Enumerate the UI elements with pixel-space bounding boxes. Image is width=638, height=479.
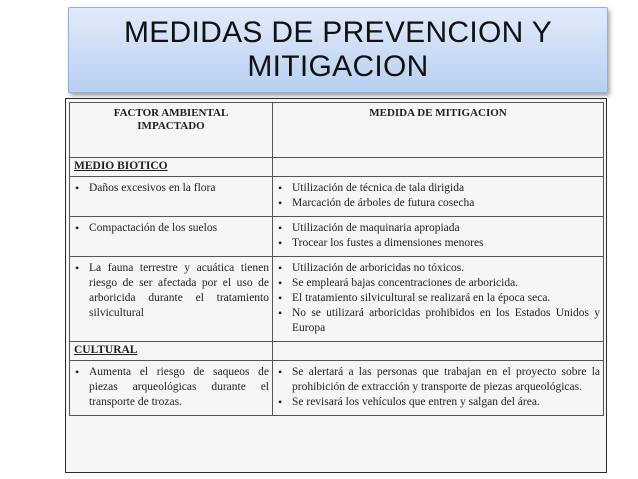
table-row bbox=[70, 217, 604, 257]
factor-cell bbox=[70, 177, 273, 217]
section-row bbox=[70, 158, 604, 177]
list-item: • Se alertará a las personas que trabajan en el proyecto sobre la prohibición de extracción y transporte de piezas arqueológicas. bbox=[292, 365, 600, 395]
list-item: • Utilización de arboricidas no tóxicos. bbox=[292, 261, 600, 276]
table-row bbox=[70, 177, 604, 217]
mitigation-table-image bbox=[65, 98, 607, 473]
section-label: CULTURAL bbox=[70, 342, 273, 361]
list-item: • Compactación de los suelos bbox=[89, 221, 269, 236]
table-row bbox=[70, 257, 604, 342]
measure-cell bbox=[273, 217, 604, 257]
mitigation-table bbox=[69, 102, 604, 416]
list-item: • Utilización de maquinaria apropiada bbox=[292, 221, 600, 236]
header-factor: FACTOR AMBIENTAL IMPACTADO bbox=[70, 103, 273, 158]
list-item: • Trocear los fustes a dimensiones menores bbox=[292, 236, 600, 251]
section-label: MEDIO BIOTICO bbox=[70, 158, 273, 177]
list-item: • Se empleará bajas concentraciones de arboricida. bbox=[292, 276, 600, 291]
list-item: • Aumenta el riesgo de saqueos de piezas arqueológicas durante el transporte de trozas. bbox=[89, 365, 269, 410]
table-header-row bbox=[70, 103, 604, 158]
factor-cell bbox=[70, 361, 273, 416]
header-measure: MEDIDA DE MITIGACION bbox=[273, 103, 604, 158]
section-label-empty bbox=[273, 342, 604, 361]
measure-cell bbox=[273, 177, 604, 217]
list-item: • La fauna terrestre y acuática tienen riesgo de ser afectada por el uso de arboricida durante el tratamiento silvicultural bbox=[89, 261, 269, 321]
table-row bbox=[70, 361, 604, 416]
list-item: • Marcación de árboles de futura cosecha bbox=[292, 196, 600, 211]
slide-title-box bbox=[68, 7, 608, 93]
list-item: • Daños excesivos en la flora bbox=[89, 181, 269, 196]
section-row bbox=[70, 342, 604, 361]
factor-cell bbox=[70, 257, 273, 342]
list-item: • Utilización de técnica de tala dirigida bbox=[292, 181, 600, 196]
measure-cell bbox=[273, 361, 604, 416]
list-item: • El tratamiento silvicultural se realizará en la época seca. bbox=[292, 291, 600, 306]
slide-title: MEDIDAS DE PREVENCION Y MITIGACION bbox=[123, 16, 553, 83]
measure-cell bbox=[273, 257, 604, 342]
list-item: • Se revisará los vehículos que entren y salgan del área. bbox=[292, 395, 600, 410]
section-label-empty bbox=[273, 158, 604, 177]
factor-cell bbox=[70, 217, 273, 257]
list-item: • No se utilizará arboricidas prohibidos en los Estados Unidos y Europa bbox=[292, 306, 600, 336]
